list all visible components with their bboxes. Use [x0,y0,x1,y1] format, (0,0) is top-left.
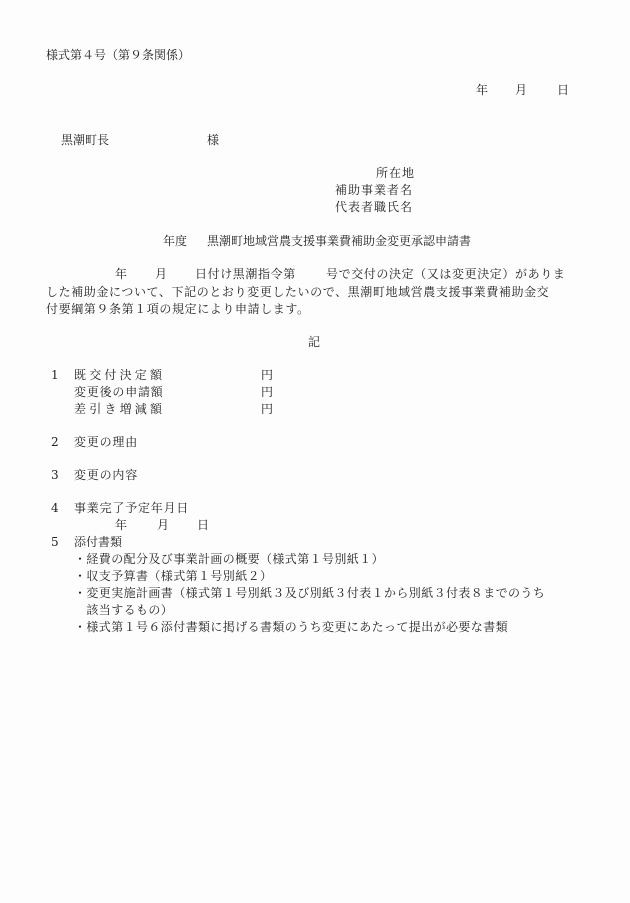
item-4-year: 年 [115,518,128,532]
addressee-honorific: 様 [207,133,220,147]
attachment-item-continuation: 該当するもの） [74,603,174,617]
title-fiscal-year: 年度 [163,234,188,248]
attachment-item: ・経費の配分及び事業計画の概要（様式第１号別紙１） [74,552,385,566]
item-3-label: 変更の内容 [74,468,139,482]
item-2-number: 2 [51,435,59,449]
attachment-item: ・変更実施計画書（様式第１号別紙３及び別紙３付表１から別紙３付表８までのうち [74,586,546,600]
date-month: 月 [515,83,528,97]
attachment-item: ・収支予算書（様式第１号別紙２） [74,569,273,583]
attachment-item: ・様式第１号６添付書類に掲げる書類のうち変更にあたって提出が必要な書類 [74,620,509,634]
item-1-row-1-unit: 円 [261,368,274,382]
item-1-row-1-label: 既交付決定額 [74,368,166,382]
item-1-row-2-unit: 円 [261,385,274,399]
body-line1-rest: 号で交付の決定（又は変更決定）がありま [326,267,566,281]
date-year: 年 [476,83,489,97]
body-month: 月 [155,267,168,281]
item-4-number: 4 [51,501,59,515]
item-5-label: 添付書類 [74,535,123,549]
item-4-label: 事業完了予定年月日 [74,501,190,515]
item-4-day: 日 [197,518,210,532]
item-2-label: 変更の理由 [74,435,139,449]
title-text: 黒潮町地域営農支援事業費補助金変更承認申請書 [207,234,472,248]
addressee-name: 黒潮町長 [61,133,110,147]
item-1-number: 1 [51,368,59,382]
date-day: 日 [557,83,570,97]
item-4-month: 月 [157,518,170,532]
applicant-address-label: 所在地 [375,166,415,180]
item-1-row-3-unit: 円 [261,402,274,416]
applicant-business-name-label: 補助事業者名 [335,183,414,197]
applicant-representative-label: 代表者職氏名 [335,200,414,214]
ki-heading: 記 [308,335,321,349]
body-line3: 付要綱第９条第１項の規定により申請します。 [46,302,310,316]
body-year: 年 [115,267,128,281]
body-day-text: 日付け黒潮指令第 [195,267,296,281]
item-1-row-3-label: 差引き増減額 [74,402,166,416]
form-number: 様式第４号（第９条関係） [46,48,191,62]
item-3-number: 3 [51,468,59,482]
item-1-row-2-label: 変更後の申請額 [74,385,164,399]
body-line2: した補助金について、下記のとおり変更したいので、黒潮町地域営農支援事業費補助金交 [46,285,550,299]
item-5-number: 5 [51,535,59,549]
